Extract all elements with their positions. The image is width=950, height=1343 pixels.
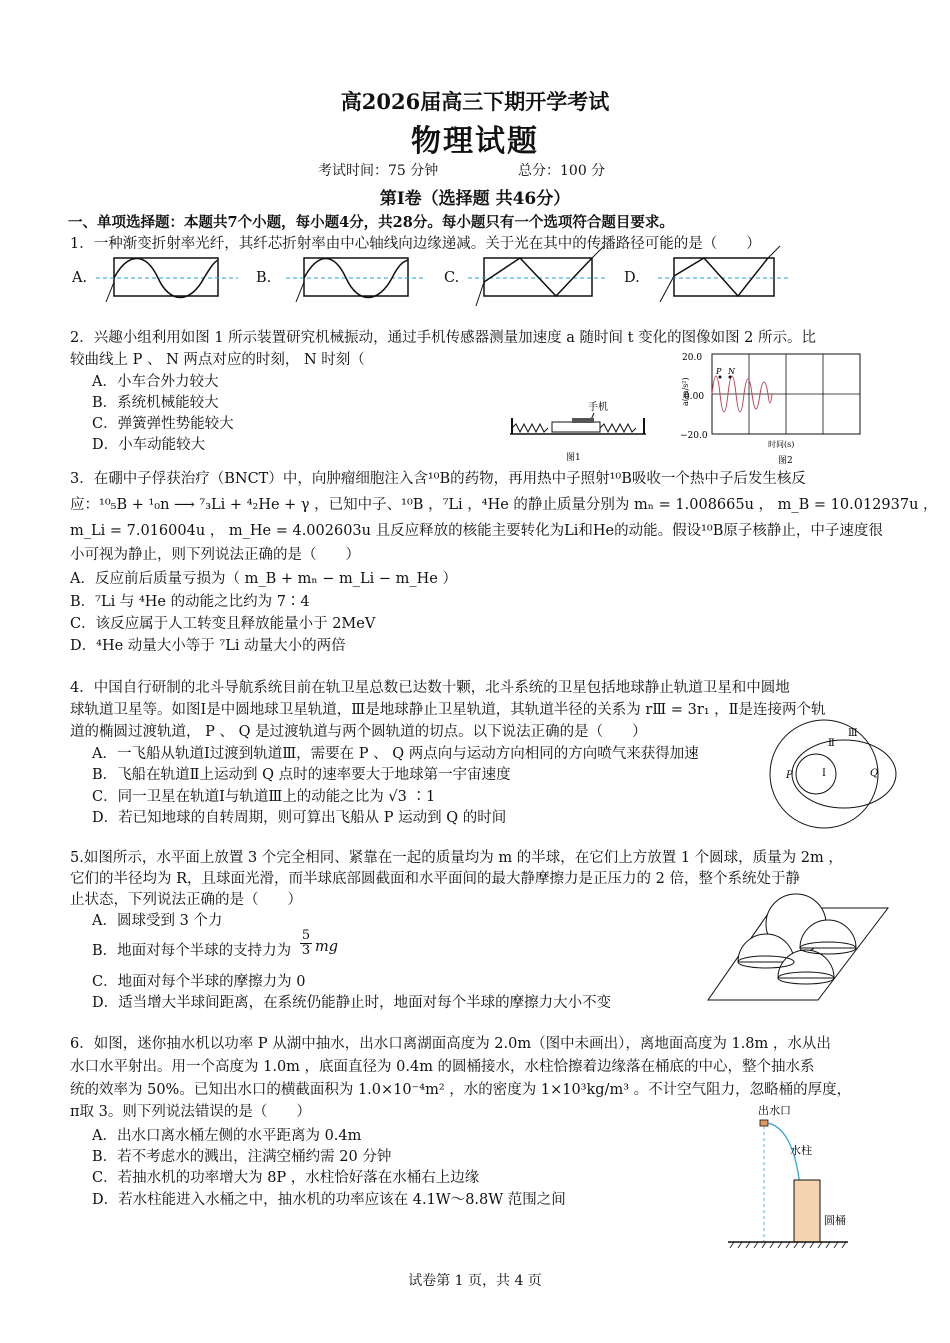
q4-line-2: 球轨道卫星等。如图Ⅰ是中圆地球卫星轨道，Ⅲ是地球静止卫星轨道，其轨道半径的关系为 rⅢ = 3r₁ ，Ⅱ是连接两个轨: [70, 702, 826, 718]
q2-fig2-point-n: N: [728, 367, 735, 376]
page-footer: 试卷第 1 页，共 4 页: [408, 1273, 542, 1289]
q1-label-b: B.: [256, 270, 272, 286]
q2-fig2-tick-top: 20.0: [682, 353, 703, 363]
q2-fig2-tick-mid: 0.00: [684, 392, 705, 402]
q1-label-d: D.: [624, 270, 640, 286]
exam-title: 高2026届高三下期开学考试: [340, 89, 610, 114]
q3-option-c: C．该反应属于人工转变且释放能量小于 2MeV: [70, 616, 376, 632]
q6-option-c: C．若抽水机的功率增大为 8P ，水柱恰好落在水桶右上边缘: [92, 1170, 480, 1186]
q6-line-2: 水口水平射出。用一个高度为 1.0m ，底面直径为 0.4m 的圆桶接水，水柱恰擦着边缘落在桶底的中心，整个抽水系: [70, 1059, 815, 1075]
q2-fig2-point-p: P: [716, 367, 722, 376]
q5-line-1: 5.如图所示，水平面上放置 3 个完全相同、紧靠在一起的质量均为 m 的半球，在它们上方放置 1 个圆球，质量为 2m ，: [70, 850, 843, 866]
q6-label-bucket: 圆桶: [824, 1214, 846, 1227]
q4-line-3: 道的椭圆过渡轨道， P 、 Q 是过渡轨道与两个圆轨道的切点。以下说法正确的是（ ）: [70, 724, 647, 740]
q2-fig2-graph: [668, 350, 868, 465]
q2-option-b: B．系统机械能较大: [92, 395, 219, 411]
q4-label-q: Q: [870, 768, 879, 779]
q5-option-c: C．地面对每个半球的摩擦力为 0: [92, 974, 306, 990]
q1-fiber-c: [464, 252, 614, 308]
q4-option-a: A．一飞船从轨道Ⅰ过渡到轨道Ⅲ，需要在 P 、 Q 两点向与运动方向相同的方向喷气来获得加速: [92, 746, 699, 762]
q1-fiber-b: [282, 252, 432, 304]
q2-fig2-xlabel: 时间(s): [768, 440, 795, 449]
q4-line-1: 4．中国自行研制的北斗导航系统目前在轨卫星总数已达数十颗，北斗系统的卫星包括地球静止轨道卫星和中圆地: [70, 680, 790, 696]
q2-fig2-ylabel: a(m/s²): [681, 377, 690, 406]
q4-option-c: C．同一卫星在轨道Ⅰ与轨道Ⅲ上的动能之比为 √3 ∶1: [92, 789, 436, 805]
q3-option-d: D．⁴He 动量大小等于 ⁷Li 动量大小的两倍: [70, 638, 346, 654]
q5-spheres-diagram: [706, 886, 892, 1006]
q1-fiber-d: [654, 252, 804, 308]
q6-option-b: B．若不考虑水的溅出，注满空桶约需 20 分钟: [92, 1149, 392, 1165]
q4-label-p: P: [786, 770, 793, 781]
volume-heading: 第Ⅰ卷（选择题 共46分）: [379, 189, 571, 209]
q5-fraction-tail: mg: [315, 939, 339, 955]
q5-option-a: A．圆球受到 3 个力: [92, 913, 223, 929]
q5-line-3: 止状态，下列说法正确的是（ ）: [70, 892, 302, 908]
q3-line-2: 应：¹⁰₅B + ¹₀n ⟶ ⁷₃Li + ⁴₂He + γ ，已知中子、¹⁰B ，⁷Li ，⁴He 的静止质量分别为 mₙ = 1.008665u ， m_B = 10.012937u ，: [70, 497, 938, 513]
q1-label-c: C.: [444, 270, 460, 286]
q2-fig1-phone-label: 手机: [588, 402, 608, 413]
q3-option-b: B．⁷Li 与 ⁴He 的动能之比约为 7∶4: [70, 594, 310, 610]
q2-stem-2: 较曲线上 P 、 N 两点对应的时刻， N 时刻（: [70, 352, 365, 368]
q6-line-3: 统的效率为 50%。已知出水口的横截面积为 1.0×10⁻⁴m² ，水的密度为 1×10³kg/m³ 。不计空气阻力，忽略桶的厚度，: [70, 1082, 852, 1098]
q4-label-orbit-2: Ⅱ: [828, 738, 835, 749]
q1-fiber-a: [96, 252, 246, 304]
q3-line-4: 小可视为静止，则下列说法正确的是（ ）: [70, 547, 360, 563]
q4-option-d: D．若已知地球的自转周期，则可算出飞船从 P 运动到 Q 的时间: [92, 810, 507, 826]
q4-orbit-diagram: [764, 724, 894, 834]
q2-option-c: C．弹簧弹性势能较大: [92, 416, 234, 432]
q5-line-2: 它们的半径均为 R，且球面光滑，而半球底部圆截面和水平面间的最大静摩擦力是正压力的 2 倍，整个系统处于静: [70, 871, 800, 887]
q5-option-d: D．适当增大半球间距离，在系统仍能静止时，地面对每个半球的摩擦力大小不变: [92, 995, 612, 1011]
q6-label-column: 水柱: [790, 1144, 812, 1157]
q4-label-orbit-3: Ⅲ: [848, 728, 858, 739]
q1-label-a: A.: [72, 270, 88, 286]
q6-line-4: π取 3。则下列说法错误的是（ ）: [70, 1104, 311, 1120]
q6-line-1: 6．如图，迷你抽水机以功率 P 从湖中抽水，出水口离湖面高度为 2.0m（图中未画出），离地面高度为 1.8m ，水从出: [70, 1036, 831, 1052]
q3-option-a: A．反应前后质量亏损为（ m_B + mₙ − m_Li − m_He ）: [70, 571, 457, 587]
subject-title: 物理试题: [411, 124, 539, 159]
q4-option-b: B．飞船在轨道Ⅱ上运动到 Q 点时的速率要大于地球第一宇宙速度: [92, 767, 511, 783]
q5-fraction: [300, 929, 312, 958]
q2-option-a: A．小车合外力较大: [92, 374, 219, 390]
q1-stem: 1．一种渐变折射率光纤，其纤芯折射率由中心轴线向边缘递减。关于光在其中的传播路径可能的是（ ）: [70, 236, 761, 252]
q3-line-3: m_Li = 7.016004u ， m_He = 4.002603u 且反应释放的核能主要转化为Li和He的动能。假设¹⁰B原子核静止，中子速度很: [70, 523, 883, 539]
q2-stem-1: 2．兴趣小组利用如图 1 所示装置研究机械振动，通过手机传感器测量加速度 a 随时间 t 变化的图像如图 2 所示。比: [70, 330, 817, 346]
q4-label-orbit-1: Ⅰ: [822, 768, 826, 779]
q2-fig2-caption: 图2: [778, 456, 793, 466]
q6-option-a: A．出水口离水桶左侧的水平距离为 0.4m: [92, 1128, 362, 1144]
exam-time: 考试时间：75 分钟: [318, 163, 439, 179]
q6-label-outlet: 出水口: [758, 1104, 791, 1117]
q5-option-b: B．地面对每个半球的支持力为: [92, 943, 292, 959]
section-heading: 一、单项选择题：本题共7个小题，每小题4分，共28分。每小题只有一个选项符合题目要求。: [68, 214, 674, 231]
q3-line-1: 3．在硼中子俘获治疗（BNCT）中，向肿瘤细胞注入含¹⁰B的药物，再用热中子照射¹⁰B吸收一个热中子后发生核反: [70, 471, 806, 487]
q6-pump-diagram: [728, 1102, 858, 1252]
q2-fig1-caption: 图1: [566, 453, 581, 463]
total-score: 总分：100 分: [518, 163, 606, 179]
q2-fig1-apparatus: [510, 398, 650, 462]
q2-option-d: D．小车动能较大: [92, 437, 206, 453]
q5-fraction-numerator: 5: [301, 928, 311, 943]
q2-fig2-tick-bottom: −20.0: [680, 431, 708, 441]
q5-fraction-denominator: 3: [301, 943, 311, 958]
q6-option-d: D．若水柱能进入水桶之中，抽水机的功率应该在 4.1W～8.8W 范围之间: [92, 1192, 566, 1208]
